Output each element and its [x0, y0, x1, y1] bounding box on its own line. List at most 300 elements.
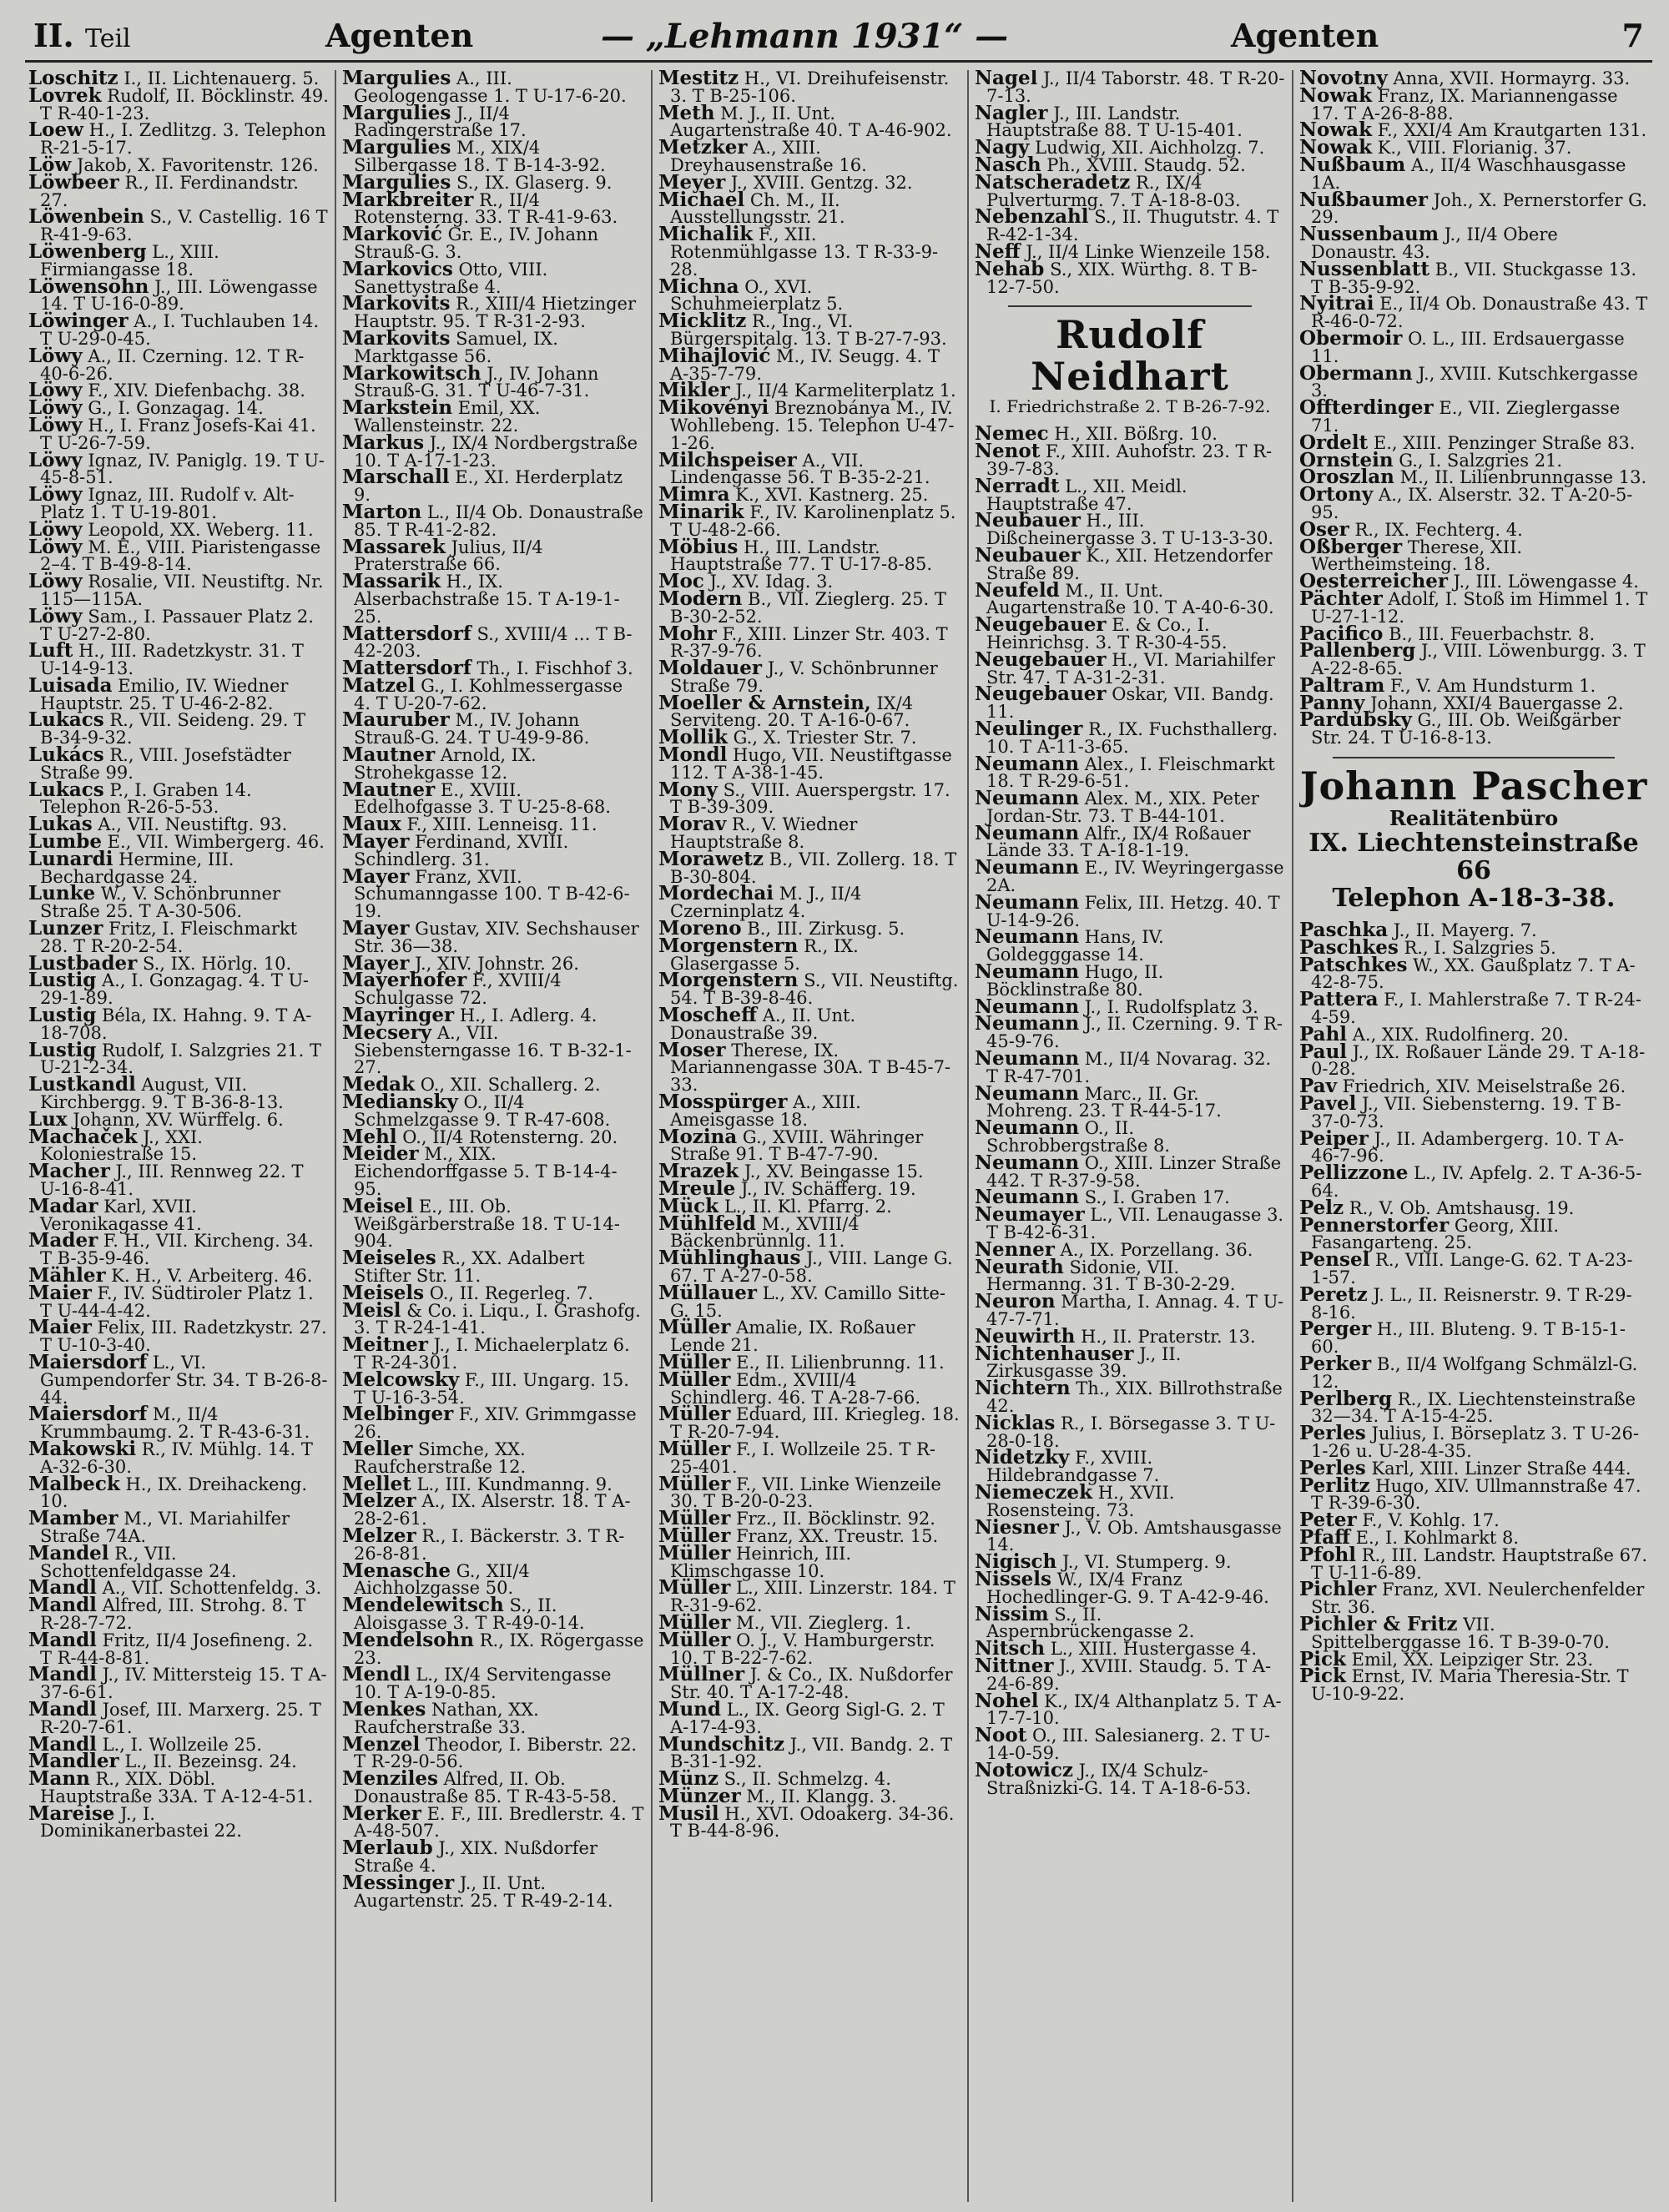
directory-entry: [342, 223, 644, 262]
entry-details: A., IX. Porzellang. 36.: [1060, 1239, 1253, 1260]
directory-entry: [658, 778, 961, 818]
entry-details: J., XVIII. Gentzg. 32.: [730, 172, 913, 193]
entry-name: Müller: [658, 1610, 731, 1634]
directory-entry: [658, 1732, 961, 1772]
entry-name: Mandl: [28, 1594, 97, 1617]
entry-details: Ignaz, IV. Paniglg. 19. T U-45-8-51.: [40, 450, 325, 488]
entry-name: Lustbader: [28, 951, 138, 975]
ad-line-2: Telephon A-18-3-38.: [1332, 884, 1616, 914]
directory-entry: [658, 535, 961, 575]
entry-details: Alex., I. Fleischmarkt 18. T R-29-6-51.: [986, 753, 1275, 792]
directory-entry: [342, 1837, 644, 1877]
entry-name: Nowak: [1299, 136, 1373, 159]
directory-entry: [342, 431, 644, 471]
directory-entry: [28, 1594, 329, 1633]
entry-details: J., III. Löwengasse 4.: [1453, 572, 1639, 592]
entry-name: Neumayer: [975, 1203, 1085, 1227]
entry-details: Hans, IV. Goldegggasse 14.: [986, 927, 1164, 965]
directory-entry: [975, 1411, 1285, 1451]
entry-details: F., XVIII. Hildebrandgasse 7.: [986, 1448, 1160, 1486]
entry-details: R., VIII. Josefstädter Straße 99.: [40, 745, 291, 783]
entry-details: A., II. Unt. Donaustraße 39.: [670, 1005, 856, 1043]
entry-name: Müller: [658, 1316, 731, 1339]
directory-entry: [28, 1281, 329, 1321]
entry-details: O., III. Salesianerg. 2. T U-14-0-59.: [986, 1726, 1270, 1763]
entry-name: Menkes: [342, 1697, 426, 1721]
directory-entry: [1299, 257, 1648, 297]
directory-entry: [658, 310, 961, 349]
directory-entry: [975, 787, 1285, 826]
entry-name: Mikler: [658, 379, 730, 402]
entry-details: R., IX. Fechterg. 4.: [1354, 519, 1523, 540]
entry-name: Morav: [658, 813, 727, 836]
directory-entry: [658, 1125, 961, 1165]
entry-name: Nebenzahl: [975, 205, 1089, 229]
entry-details: M., IV. Johann Strauß-G. 24. T U-49-9-86.: [354, 710, 590, 748]
entry-name: Maux: [342, 813, 401, 836]
entry-details: Rudolf, I. Salzgries 21. T U-21-2-34.: [40, 1040, 321, 1078]
directory-entry: [1299, 292, 1648, 332]
entry-details: H., IX. Dreihackeng. 10.: [40, 1474, 308, 1512]
directory-entry: [975, 856, 1285, 896]
directory-entry: [28, 483, 329, 522]
directory-entry: [975, 578, 1285, 618]
entry-name: Morawetz: [658, 847, 764, 870]
entry-name: Peter: [1299, 1509, 1357, 1532]
entry-name: Neumann: [975, 752, 1080, 775]
entry-details: J., XXI. Koloniestraße 15.: [40, 1126, 203, 1165]
entry-details: F., XIII. Auhofstr. 23. T R-39-7-83.: [986, 441, 1273, 479]
directory-entry: [658, 691, 961, 731]
entry-details: Therese, XII. Wertheimsteing. 18.: [1311, 537, 1523, 575]
directory-entry: [342, 1594, 644, 1633]
directory-entry: [1299, 1161, 1648, 1202]
entry-details: Oskar, VII. Bandg. 11.: [986, 684, 1274, 723]
entry-details: J., I. Dominikanerbastei 22.: [40, 1803, 242, 1842]
directory-entry: [342, 1437, 644, 1477]
directory-entry: [342, 1559, 644, 1599]
entry-name: Marschall: [342, 466, 450, 489]
entry-details: S., II. Aspernbrückengasse 2.: [986, 1604, 1195, 1642]
directory-entry: [342, 1247, 644, 1286]
directory-entry: [658, 1091, 961, 1130]
directory-entry: [342, 535, 644, 575]
entry-details: J., II. Adambergerg. 10. T A-46-7-96.: [1311, 1128, 1625, 1166]
ad-sub: Realitätenbüro: [1389, 806, 1559, 831]
entry-name: Neumann: [975, 925, 1080, 949]
entry-name: Mediansky: [342, 1091, 458, 1114]
directory-entry: [342, 188, 644, 228]
entry-details: M., II. Klangg. 3.: [746, 1786, 897, 1806]
entry-name: Löwy: [28, 535, 83, 558]
entry-details: J., IX/4 Nordbergstraße 10. T A-17-1-23.: [354, 432, 638, 471]
entry-details: A., I. Gonzagag. 4. T U-29-1-89.: [40, 970, 309, 1009]
entry-name: Lustkandl: [28, 1073, 136, 1096]
directory-entry: [658, 743, 961, 783]
column-divider: [335, 70, 336, 2202]
directory-entry: [658, 1437, 961, 1477]
entry-name: Neumann: [975, 1186, 1080, 1209]
entry-name: Neumann: [975, 960, 1080, 984]
directory-entry: [28, 1437, 329, 1477]
entry-details: Emil, XX. Wallensteinstr. 22.: [354, 398, 541, 436]
entry-details: J., VIII. Löwenburgg. 3. T A-22-8-65.: [1311, 641, 1646, 679]
entry-details: J., VII. Bandg. 2. T B-31-1-92.: [670, 1734, 953, 1772]
entry-name: Mauruber: [342, 708, 450, 732]
directory-entry: [975, 440, 1285, 479]
directory-entry: [28, 1403, 329, 1443]
entry-name: Neumann: [975, 821, 1080, 844]
directory-entry: [342, 326, 644, 366]
entry-details: M., IV. Seugg. 4. T A-35-7-79.: [670, 345, 940, 384]
entry-details: Hugo, VII. Neustiftgasse 112. T A-38-1-45.: [670, 745, 952, 783]
entry-details: R., IV. Mühlg. 14. T A-32-6-30.: [40, 1439, 313, 1477]
entry-name: Oroszlan: [1299, 466, 1394, 489]
entry-name: Mondl: [658, 743, 728, 767]
entry-details: Anna, XVII. Hormayrg. 33.: [1393, 70, 1631, 88]
entry-name: Paschkes: [1299, 935, 1399, 959]
entry-name: Novotny: [1299, 70, 1388, 89]
entry-name: Oesterreicher: [1299, 570, 1448, 593]
entry-name: Pfaff: [1299, 1525, 1350, 1549]
entry-name: Machaček: [28, 1125, 138, 1148]
directory-entry: [975, 1255, 1285, 1295]
entry-name: Mautner: [342, 778, 436, 801]
entry-details: F., V. Am Hundsturm 1.: [1390, 675, 1596, 696]
entry-name: Loschitz: [28, 70, 118, 89]
entry-details: O. L., III. Erdsauergasse 11.: [1311, 328, 1625, 366]
entry-details: B., VII. Stuckgasse 13. T B-35-9-92.: [1311, 259, 1637, 297]
directory-entry: [658, 847, 961, 887]
entry-name: Moc: [658, 570, 704, 593]
directory-entry: [28, 1229, 329, 1269]
directory-entry: [28, 1160, 329, 1199]
entry-details: O., II. Regerleg. 7.: [429, 1282, 593, 1303]
directory-entry: [342, 1091, 644, 1130]
directory-entry: [1299, 587, 1648, 627]
entry-details: Friedrich, XIV. Meiselstraße 26.: [1342, 1076, 1626, 1097]
entry-details: M., II/4 Novarag. 32. T R-47-701.: [986, 1049, 1272, 1086]
entry-name: Nerradt: [975, 474, 1060, 497]
entry-details: A., II/4 Waschhausgasse 1A.: [1311, 154, 1626, 193]
entry-details: L., III. Kundmanng. 9.: [416, 1474, 613, 1494]
entry-name: Nagler: [975, 101, 1048, 124]
entry-name: Meisel: [342, 1194, 414, 1217]
entry-name: Nussenbaum: [1299, 223, 1440, 246]
entry-details: Sidonie, VII. Hermanng. 31. T B-30-2-29.: [986, 1257, 1236, 1295]
entry-details: E. F., III. Bredlerstr. 4. T A-48-507.: [354, 1803, 644, 1842]
directory-entry: [342, 500, 644, 540]
directory-entry: [28, 344, 329, 384]
directory-entry: [28, 673, 329, 713]
entry-name: Lustig: [28, 1038, 97, 1061]
entry-name: Panny: [1299, 691, 1365, 714]
entry-name: Lovrek: [28, 83, 102, 107]
entry-name: Meider: [342, 1142, 419, 1166]
entry-details: M., VII. Zieglerg. 1.: [736, 1612, 911, 1633]
entry-name: Pick: [1299, 1665, 1346, 1688]
entry-details: J., II. Unt. Augartenstr. 25. T R-49-2-14.: [354, 1872, 613, 1911]
directory-entry: [1299, 639, 1648, 679]
entry-name: Peretz: [1299, 1282, 1368, 1306]
entry-details: A., VII. Neustiftg. 93.: [98, 814, 288, 835]
entry-name: Müller: [658, 1368, 731, 1391]
entry-details: W., XX. Gaußplatz 7. T A-42-8-75.: [1311, 955, 1636, 993]
entry-name: Ornstein: [1299, 448, 1394, 471]
entry-details: Franz, XX. Treustr. 15.: [736, 1525, 939, 1546]
entry-details: B., III. Feuerbachstr. 8.: [1389, 623, 1596, 644]
entry-details: R., XIII/4 Hietzinger Hauptstr. 95. T R-31-2-93.: [354, 294, 637, 332]
part-sub: Teil: [85, 24, 131, 53]
directory-entry: [975, 101, 1285, 141]
directory-entry: [28, 847, 329, 887]
entry-name: Moldauer: [658, 657, 762, 680]
entry-details: F. H., VII. Kircheng. 34. T B-35-9-46.: [40, 1231, 314, 1269]
entry-details: R., Ing., VI. Bürgerspitalg. 13. T B-27-7-93.: [670, 311, 947, 349]
directory-entry: [658, 136, 961, 175]
entry-name: Löwensohn: [28, 275, 149, 298]
entry-details: Josef, III. Marxerg. 25. T R-20-7-61.: [40, 1699, 321, 1737]
entry-details: H., I. Franz Josefs-Kai 41. T U-26-7-59.: [40, 415, 316, 453]
directory-entry: [28, 413, 329, 453]
entry-name: Niesner: [975, 1515, 1059, 1539]
entry-name: Mandl: [28, 1732, 97, 1756]
entry-details: A., XIX. Rudolfinerg. 20.: [1352, 1024, 1569, 1045]
entry-details: Franz, XVI. Neulerchenfelder Str. 36.: [1311, 1580, 1645, 1618]
entry-details: F., III. Ungarg. 15. T U-16-3-54.: [354, 1369, 629, 1408]
entry-name: Mattersdorf: [342, 622, 471, 645]
entry-name: Melzer: [342, 1524, 416, 1547]
directory-entry: [28, 1472, 329, 1512]
entry-details: M. E., VIII. Piaristengasse 2–4. T B-49-8-14.: [40, 537, 321, 575]
directory-entry: [658, 1004, 961, 1043]
column-1: [28, 70, 329, 2202]
entry-details: Felix, III. Hetzg. 40. T U-14-9-26.: [986, 892, 1280, 930]
entry-name: Offterdinger: [1299, 396, 1434, 420]
directory-entry: [28, 1663, 329, 1703]
entry-name: Meiseles: [342, 1247, 436, 1270]
directory-entry: [342, 917, 644, 956]
entry-details: Alfred, II. Ob. Donaustraße 85. T R-43-5-58.: [354, 1769, 618, 1806]
directory-entry: [1299, 396, 1648, 436]
directory-entry: [658, 587, 961, 627]
entry-name: Micklitz: [658, 310, 747, 333]
entry-name: Lukács: [28, 743, 104, 767]
entry-details: S., IX. Hörlg. 10.: [142, 953, 292, 974]
directory-entry: [1299, 326, 1648, 366]
entry-name: Lunke: [28, 882, 96, 905]
directory-entry: [28, 570, 329, 609]
entry-name: Noot: [975, 1724, 1027, 1747]
entry-details: R., II. Ferdinandstr. 27.: [40, 172, 299, 210]
ad-name: Johann Pascher: [1299, 763, 1648, 809]
directory-entry: [658, 188, 961, 228]
column-2: [342, 70, 644, 2202]
entry-details: Theodor, I. Biberstr. 22. T R-29-0-56.: [354, 1734, 638, 1772]
entry-details: L., VI. Gumpendorfer Str. 34. T B-26-8-44.: [40, 1352, 328, 1408]
entry-name: Mordechai: [658, 882, 774, 905]
directory-entry: [975, 890, 1285, 930]
entry-details: L., II. Kl. Pfarrg. 2.: [724, 1196, 892, 1217]
entry-details: R., IX. Liechtensteinstraße 32—34. T A-15-4-25.: [1311, 1388, 1636, 1427]
entry-details: G., III. Ob. Weißgärber Str. 24. T U-16-8-13.: [1311, 710, 1621, 748]
entry-details: A., III. Geologengasse 1. T U-17-6-20.: [354, 70, 627, 106]
entry-name: Neugebauer: [975, 647, 1107, 671]
entry-details: J., II. Zirkusgasse 39.: [986, 1343, 1182, 1382]
directory-entry: [28, 1194, 329, 1234]
directory-entry: [28, 969, 329, 1009]
entry-details: A., IX. Alserstr. 18. T A-28-2-61.: [354, 1491, 631, 1529]
entry-details: Ludwig, XII. Aichholzg. 7.: [1035, 138, 1265, 159]
entry-name: Perles: [1299, 1456, 1366, 1479]
directory-entry: [658, 1472, 961, 1512]
directory-entry: [342, 1142, 644, 1199]
entry-details: R., VII. Seideng. 29. T B-34-9-32.: [40, 710, 306, 748]
entry-name: Müller: [658, 1541, 731, 1565]
directory-entry: [658, 500, 961, 540]
directory-entry: [342, 136, 644, 175]
entry-details: J., V. Schönbrunner Straße 79.: [670, 658, 938, 696]
directory-entry: [28, 1697, 329, 1737]
entry-name: Nitsch: [975, 1637, 1046, 1660]
entry-details: K., IX/4 Althanplatz 5. T A-17-7-10.: [986, 1690, 1282, 1729]
entry-name: Ordelt: [1299, 431, 1369, 454]
entry-name: Markovics: [342, 257, 453, 280]
advertisement-pascher: [1299, 757, 1648, 912]
directory-entry: [28, 604, 329, 644]
entry-name: Lumbe: [28, 830, 102, 854]
entry-name: Michalik: [658, 223, 754, 246]
directory-entry: [342, 466, 644, 506]
directory-entry: [28, 1541, 329, 1581]
directory-entry: [975, 1480, 1285, 1520]
directory-entry: [28, 310, 329, 349]
directory-entry: [1299, 1353, 1648, 1392]
entry-name: Mayer: [342, 917, 410, 940]
entry-details: H., XII. Bößrg. 10.: [1054, 424, 1218, 445]
page-header: [0, 0, 1669, 67]
entry-name: Mund: [658, 1697, 721, 1721]
entry-details: B., VII. Zollerg. 18. T B-30-804.: [670, 849, 957, 887]
directory-entry: [1299, 1040, 1648, 1080]
entry-name: Mann: [28, 1767, 90, 1791]
entry-details: A., II. Czerning. 12. T R-40-6-26.: [40, 345, 305, 384]
entry-name: Mück: [658, 1194, 719, 1217]
entry-details: L., II. Bezeinsg. 24.: [124, 1751, 297, 1772]
entry-details: F., IV. Südtiroler Platz 1. T U-44-4-42.: [40, 1282, 314, 1321]
directory-entry: [658, 1628, 961, 1668]
entry-name: Luisada: [28, 673, 113, 697]
directory-entry: [342, 257, 644, 297]
entry-name: Mundschitz: [658, 1732, 785, 1756]
entry-details: B., VII. Zieglerg. 25. T B-30-2-52.: [670, 588, 946, 627]
entry-details: Ignaz, III. Rudolf v. Alt-Platz 1. T U-19-801.: [40, 485, 295, 522]
entry-name: Münzer: [658, 1784, 741, 1807]
entry-details: Emil, XX. Leipziger Str. 23.: [1351, 1649, 1594, 1670]
entry-details: B., III. Zirkusg. 5.: [747, 919, 905, 940]
directory-entry: [658, 1038, 961, 1096]
entry-name: Nissim: [975, 1602, 1049, 1625]
entry-details: E., XIII. Penzinger Straße 83.: [1373, 432, 1636, 453]
entry-details: Hugo, XIV. Ullmannstraße 47. T R-39-6-30.: [1311, 1475, 1641, 1514]
entry-name: Madar: [28, 1194, 98, 1217]
entry-details: R., IX. Glasergasse 5.: [670, 935, 859, 974]
left-running-title: Agenten: [325, 17, 474, 54]
entry-details: Th., I. Fischhof 3.: [476, 658, 633, 679]
entry-details: R., VII. Schottenfeldgasse 24.: [40, 1543, 237, 1581]
entry-details: Otto, VIII. Sanettystraße 4.: [354, 259, 548, 297]
entry-details: Rudolf, II. Böcklinstr. 49. T R-40-1-23.: [40, 85, 329, 123]
entry-name: Lukas: [28, 813, 93, 836]
entry-details: J., V. Ob. Amtshausgasse 14.: [986, 1517, 1282, 1555]
entry-name: Müller: [658, 1403, 731, 1426]
entry-details: F., I. Wollzeile 25. T R-25-401.: [670, 1439, 936, 1477]
entry-details: Sam., I. Passauer Platz 2. T U-27-2-80.: [40, 606, 314, 644]
entry-name: Milchspeiser: [658, 448, 797, 471]
entry-name: Meyer: [658, 170, 726, 194]
directory-entry: [658, 813, 961, 853]
entry-details: L., XIII. Hustergasse 4.: [1050, 1639, 1258, 1660]
entry-name: Pensel: [1299, 1248, 1370, 1272]
entry-name: Minarik: [658, 500, 744, 523]
entry-name: Mosspürger: [658, 1091, 788, 1114]
directory-entry: [1299, 188, 1648, 228]
entry-name: Müller: [658, 1524, 731, 1547]
entry-name: Meth: [658, 101, 715, 124]
entry-name: Perger: [1299, 1318, 1372, 1341]
entry-name: Margulies: [342, 101, 451, 124]
entry-name: Natscheradetz: [975, 170, 1131, 194]
directory-entry: [342, 1801, 644, 1842]
directory-entry: [1299, 1282, 1648, 1323]
entry-name: Löwy: [28, 413, 83, 436]
directory-entry: [342, 622, 644, 662]
entry-name: Lustig: [28, 1004, 97, 1027]
entry-details: R., II/4 Rotensterng. 33. T R-41-9-63.: [354, 189, 618, 228]
entry-name: Mamber: [28, 1507, 118, 1530]
column-5: [1299, 70, 1648, 2202]
entry-name: Nicklas: [975, 1411, 1056, 1434]
entry-details: L., IX. Georg Sigl-G. 2. T A-17-4-93.: [670, 1699, 945, 1737]
entry-details: G., XVIII. Währinger Straße 91. T B-47-7-90.: [670, 1126, 924, 1165]
entry-details: M. J., II/4 Czerninplatz 4.: [670, 884, 862, 922]
entry-name: Neumann: [975, 890, 1080, 914]
entry-name: Neumann: [975, 856, 1080, 879]
entry-name: Medak: [342, 1073, 416, 1096]
entry-name: Niemeczek: [975, 1480, 1092, 1504]
directory-entry: [28, 743, 329, 783]
entry-name: Neugebauer: [975, 683, 1107, 706]
directory-entry: [1299, 1665, 1648, 1705]
entry-name: Pahl: [1299, 1022, 1348, 1046]
entry-name: Modern: [658, 587, 743, 610]
entry-name: Mayer: [342, 830, 410, 854]
directory-entry: [28, 118, 329, 159]
entry-details: E., II. Lilienbrunng. 11.: [736, 1352, 945, 1373]
directory-entry: [975, 70, 1285, 105]
directory-entry: [342, 778, 644, 818]
entry-name: Mrazek: [658, 1160, 739, 1183]
directory-entry: [1299, 361, 1648, 401]
directory-entry: [658, 1281, 961, 1321]
directory-entry: [975, 1602, 1285, 1642]
directory-entry: [28, 1004, 329, 1043]
entry-name: Mikovényi: [658, 396, 769, 420]
entry-name: Nowak: [1299, 83, 1373, 107]
entry-name: Pennerstorfer: [1299, 1213, 1450, 1237]
directory-entry: [658, 344, 961, 384]
entry-details: J., II/4 Linke Wienzeile 158.: [1026, 241, 1271, 262]
